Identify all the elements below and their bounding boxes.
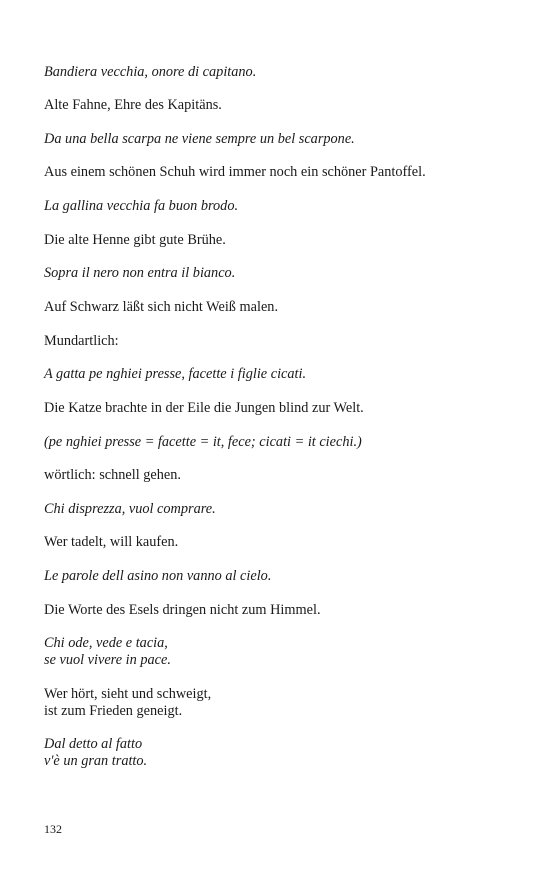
proverb-german: Wer hört, sieht und schweigt, ist zum Frieden geneigt. bbox=[44, 686, 212, 719]
proverb-german: Die alte Henne gibt gute Brühe. bbox=[44, 232, 226, 248]
proverb-italian: La gallina vecchia fa buon brodo. bbox=[44, 198, 239, 214]
proverb-german: Die Katze brachte in der Eile die Jungen blind zur Welt. bbox=[44, 400, 364, 416]
proverb-italian: Chi ode, vede e tacia, se vuol vivere in pace. bbox=[44, 635, 171, 668]
gloss-literal: wörtlich: schnell gehen. bbox=[44, 467, 181, 483]
proverb-italian: A gatta pe nghiei presse, facette i figlie cicati. bbox=[44, 366, 307, 382]
proverb-italian: Da una bella scarpa ne viene sempre un bel scarpone. bbox=[44, 131, 355, 147]
proverb-german: Die Worte des Esels dringen nicht zum Himmel. bbox=[44, 602, 321, 618]
book-page bbox=[44, 0, 514, 880]
proverb-german: Aus einem schönen Schuh wird immer noch ein schöner Pantoffel. bbox=[44, 164, 426, 180]
proverb-italian: Le parole dell asino non vanno al cielo. bbox=[44, 568, 272, 584]
proverb-italian: Bandiera vecchia, onore di capitano. bbox=[44, 64, 257, 80]
gloss-note: (pe nghiei presse = facette = it, fece; cicati = it ciechi.) bbox=[44, 434, 362, 450]
proverb-italian: Chi disprezza, vuol comprare. bbox=[44, 501, 216, 517]
proverb-italian: Dal detto al fatto v'è un gran tratto. bbox=[44, 736, 148, 769]
proverb-italian: Sopra il nero non entra il bianco. bbox=[44, 265, 236, 281]
proverb-german: Auf Schwarz läßt sich nicht Weiß malen. bbox=[44, 299, 279, 315]
proverb-german: Wer tadelt, will kaufen. bbox=[44, 534, 179, 550]
dialect-heading: Mundartlich: bbox=[44, 333, 119, 349]
page-number: 132 bbox=[44, 822, 62, 836]
proverb-german: Alte Fahne, Ehre des Kapitäns. bbox=[44, 97, 222, 113]
